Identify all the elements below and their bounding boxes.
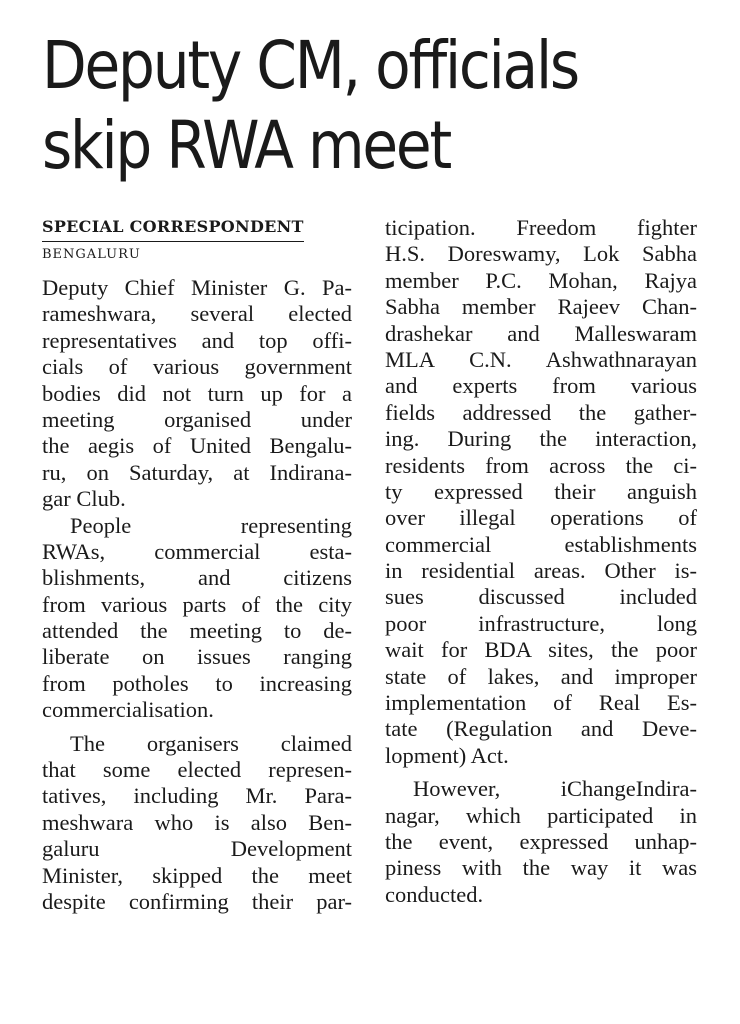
text-line: that some elected represen- — [42, 757, 352, 783]
text-line: tatives, including Mr. Para- — [42, 783, 352, 809]
text-line: The organisers claimed — [70, 730, 352, 756]
text-line: conducted. — [385, 881, 484, 907]
text-line: galuru Development — [42, 836, 352, 862]
text-line: over illegal operations of — [385, 505, 697, 531]
text-line: Sabha member Rajeev Chan- — [385, 294, 697, 320]
text-line: commercialisation. — [42, 697, 214, 723]
text-line: member P.C. Mohan, Rajya — [385, 267, 697, 293]
text-line: meeting organised under — [42, 406, 352, 432]
text-line: piness with the way it was — [385, 855, 697, 881]
text-line: lopment) Act. — [385, 742, 509, 768]
text-line: gar Club. — [42, 486, 126, 512]
text-line: ru, on Saturday, at Indirana- — [42, 459, 352, 485]
text-line: Deputy Chief Minister G. Pa- — [42, 275, 352, 300]
text-line: and experts from various — [385, 373, 697, 399]
text-line: bodies did not turn up for a — [42, 380, 352, 406]
text-line: rameshwara, several elected — [42, 301, 352, 327]
text-line: fields addressed the gather- — [385, 399, 697, 425]
text-line: state of lakes, and improper — [385, 663, 697, 689]
text-line: liberate on issues ranging — [42, 644, 352, 670]
text-line: poor infrastructure, long — [385, 610, 697, 636]
text-line: However, iChangeIndira- — [413, 776, 697, 802]
text-line: ticipation. Freedom fighter — [385, 215, 697, 240]
text-line: attended the meeting to de- — [42, 618, 352, 644]
text-line: RWAs, commercial esta- — [42, 538, 352, 564]
headline-line: skip RWA meet — [42, 107, 451, 184]
text-line: wait for BDA sites, the poor — [385, 637, 697, 663]
text-line: blishments, and citizens — [42, 565, 352, 591]
headline — [42, 26, 640, 186]
text-line: representatives and top offi- — [42, 327, 352, 353]
text-line: MLA C.N. Ashwathnarayan — [385, 346, 697, 372]
text-line: from potholes to increasing — [42, 670, 352, 696]
byline: SPECIAL CORRESPONDENT — [42, 216, 304, 242]
text-line: People representing — [70, 512, 352, 538]
article-column-left — [42, 275, 352, 915]
text-line: tate (Regulation and Deve- — [385, 716, 697, 742]
text-line: despite confirming their par- — [42, 888, 352, 914]
article-column-right — [385, 215, 697, 908]
text-line: meshwara who is also Ben- — [42, 809, 352, 835]
text-line: H.S. Doreswamy, Lok Sabha — [385, 241, 697, 267]
text-line: in residential areas. Other is- — [385, 558, 697, 584]
text-line: commercial establishments — [385, 531, 697, 557]
text-line: Minister, skipped the meet — [42, 862, 352, 888]
dateline: BENGALURU — [42, 247, 141, 262]
text-line: the event, expressed unhap- — [385, 828, 697, 854]
headline-line: Deputy CM, officials — [42, 27, 578, 104]
text-line: implementation of Real Es- — [385, 690, 697, 716]
text-line: sues discussed included — [385, 584, 697, 610]
text-line: nagar, which participated in — [385, 802, 697, 828]
text-line: ty expressed their anguish — [385, 478, 697, 504]
text-line: ing. During the interaction, — [385, 426, 697, 452]
text-line: residents from across the ci- — [385, 452, 697, 478]
text-line: the aegis of United Bengalu- — [42, 433, 352, 459]
text-line: drashekar and Malleswaram — [385, 320, 697, 346]
text-line: cials of various government — [42, 354, 352, 380]
text-line: from various parts of the city — [42, 591, 352, 617]
